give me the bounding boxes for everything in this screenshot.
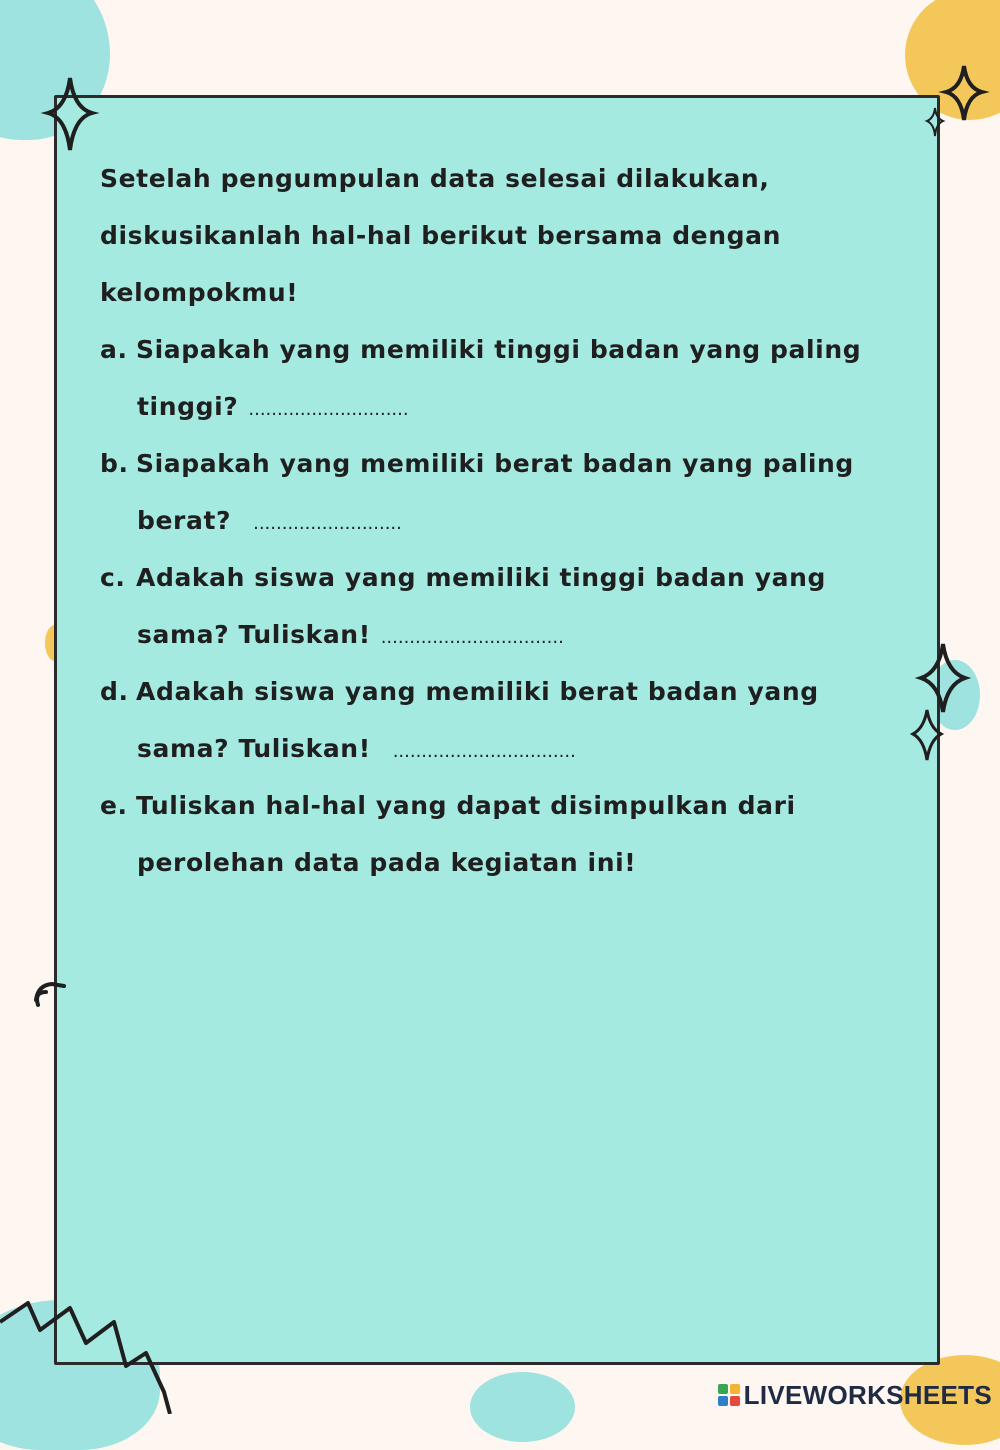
question-text: sama? Tuliskan! [137,734,371,763]
question-text: Tuliskan hal-hal yang dapat disimpulkan dari [136,791,796,820]
question-text: Siapakah yang memiliki tinggi badan yang paling [136,335,862,364]
teal-blob-bottom-center [470,1372,575,1442]
question-b [100,435,880,549]
question-marker: d. [100,677,129,706]
question-marker: a. [100,335,128,364]
question-text: Adakah siswa yang memiliki berat badan yang [136,677,819,706]
question-text: sama? Tuliskan! [137,620,371,649]
logo-text: LIVEWORKSHEETS [743,1379,992,1410]
answer-blank[interactable]: ................................ [380,627,564,648]
answer-blank[interactable]: .......................... [253,513,402,534]
question-c [100,549,880,663]
question-marker: e. [100,791,128,820]
question-a [100,321,880,435]
question-text: Adakah siswa yang memiliki tinggi badan yang [136,563,827,592]
question-marker: b. [100,449,129,478]
question-text: tinggi? [137,392,239,421]
question-marker: c. [100,563,126,592]
question-text: Siapakah yang memiliki berat badan yang paling [136,449,854,478]
question-d [100,663,880,777]
intro-line: diskusikanlah hal-hal berikut bersama dengan [100,221,782,250]
intro-line: Setelah pengumpulan data selesai dilakukan, [100,164,770,193]
liveworksheets-logo[interactable] [718,1380,992,1410]
question-text: berat? [137,506,232,535]
answer-blank[interactable]: ............................ [248,399,409,420]
worksheet-content [100,150,880,891]
answer-blank[interactable]: ................................ [392,741,576,762]
liveworksheets-logo-icon [718,1384,740,1406]
question-e [100,777,880,891]
question-text: perolehan data pada kegiatan ini! [137,848,637,877]
intro-line: kelompokmu! [100,278,299,307]
